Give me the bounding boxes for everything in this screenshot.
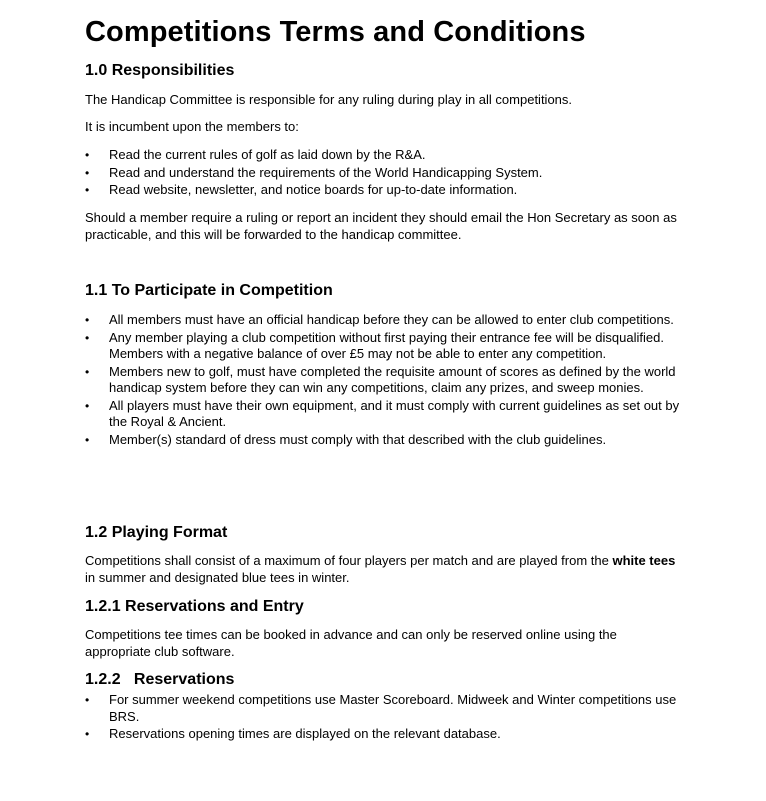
list-item: • Members new to golf, must have completed the requisite amount of scores as defined by the world handicap system before they can win any competitions, claim any prizes, and sweep monies. <box>85 363 676 395</box>
section-heading-participate: 1.1 To Participate in Competition <box>85 282 333 299</box>
bullet-icon: • <box>85 148 90 162</box>
paragraph: It is incumbent upon the members to: <box>85 119 299 134</box>
page-title: Competitions Terms and Conditions <box>85 16 586 48</box>
section-heading-reservations: 1.2.2 Reservations <box>85 671 235 688</box>
bullet-icon: • <box>85 693 90 707</box>
responsibilities-list <box>85 147 685 200</box>
paragraph: Competitions shall consist of a maximum of four players per match and are played from the white tees in summer and designated blue tees in winter. <box>85 553 676 585</box>
bullet-icon: • <box>85 183 90 197</box>
bullet-icon: • <box>85 313 90 327</box>
bullet-icon: • <box>85 432 90 447</box>
list-item: • All players must have their own equipment, and it must comply with current guidelines as set out by the Royal & Ancient. <box>85 397 680 429</box>
list-item: • All members must have an official handicap before they can be allowed to enter club competitions. <box>85 312 674 327</box>
participation-list <box>85 312 685 449</box>
list-item: • For summer weekend competitions use Master Scoreboard. Midweek and Winter competitions use BRS. <box>85 692 677 724</box>
bold-text: white tees <box>612 553 676 568</box>
paragraph: Competitions tee times can be booked in advance and can only be reserved online using the appropriate club software. <box>85 627 617 659</box>
list-item: • Read and understand the requirements of the World Handicapping System. <box>85 164 543 180</box>
bullet-icon: • <box>85 398 90 413</box>
list-item: • Reservations opening times are displayed on the relevant database. <box>85 726 501 741</box>
list-item: • Member(s) standard of dress must comply with that described with the club guidelines. <box>85 431 607 447</box>
bullet-icon: • <box>85 330 90 345</box>
reservations-list <box>85 692 685 744</box>
paragraph: Should a member require a ruling or report an incident they should email the Hon Secretary as soon as practicable, and this will be forwarded to the handicap committee. <box>85 210 677 242</box>
section-heading-reservations-entry: 1.2.1 Reservations and Entry <box>85 598 304 615</box>
paragraph: The Handicap Committee is responsible for any ruling during play in all competitions. <box>85 92 573 107</box>
list-item: • Read website, newsletter, and notice boards for up-to-date information. <box>85 182 518 197</box>
list-item: • Read the current rules of golf as laid down by the R&A. <box>85 147 426 162</box>
bullet-icon: • <box>85 727 90 741</box>
bullet-icon: • <box>85 364 90 379</box>
section-heading-responsibilities: 1.0 Responsibilities <box>85 62 235 79</box>
list-item: • Any member playing a club competition without first paying their entrance fee will be disqualified. Members with a negative balance of over £5 may not be able to enter any competition. <box>85 329 664 361</box>
bullet-icon: • <box>85 165 90 180</box>
section-heading-playing-format: 1.2 Playing Format <box>85 524 228 541</box>
